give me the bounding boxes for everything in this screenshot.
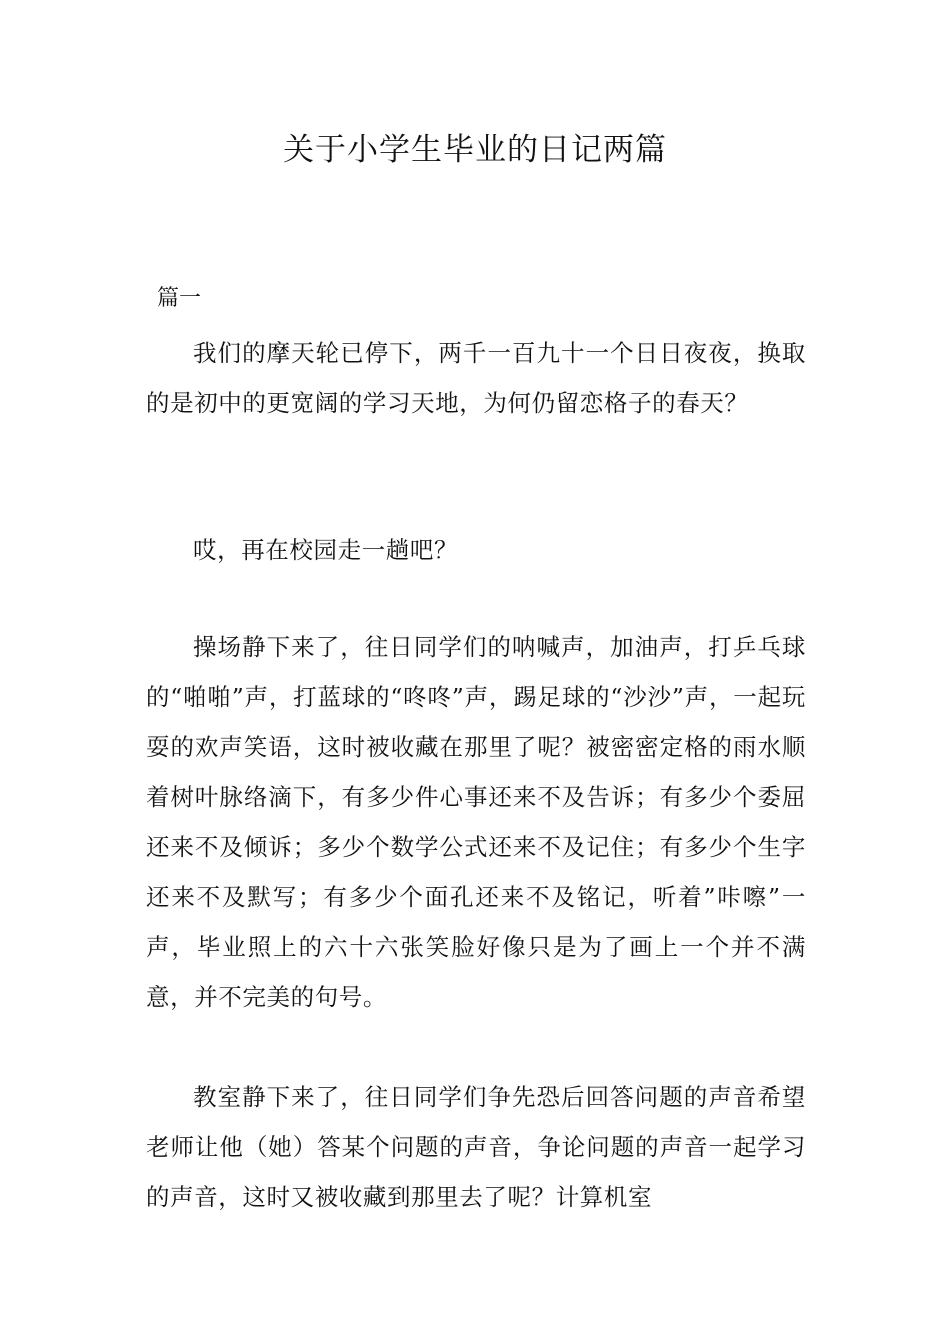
paragraph: 哎，再在校园走一趟吧？ (193, 536, 459, 564)
paragraph: 教室静下来了，往日同学们争先恐后回答问题的声音希望老师让他（她）答某个问题的声音，争论问题的声音一起学习的声音，这时又被收藏到那里去了呢？计算机室 (146, 1083, 806, 1211)
paragraph: 我们的摩天轮已停下，两千一百九十一个日日夜夜，换取的是初中的更宽阔的学习天地，为何仍留恋格子的春天？ (146, 339, 806, 417)
document-title: 关于小学生毕业的日记两篇 (283, 132, 667, 168)
section-label: 篇一 (157, 286, 202, 311)
paragraph: 操场静下来了，往日同学们的呐喊声，加油声，打乒乓球的“啪啪”声，打蓝球的“咚咚”声，踢足球的“沙沙”声，一起玩耍的欢声笑语，这时被收藏在那里了呢？被密密定格的雨水顺着树叶脉络滴下，有多少件心事还来不及告诉；有多少个委屈还来不及倾诉；多少个数学公式还来不及记住；有多少个生字还来不及默写；有多少个面孔还来不及铭记，听着”咔嚓”一声，毕业照上的六十六张笑脸好像只是为了画上一个并不满意，并不完美的句号。 (146, 633, 806, 1011)
